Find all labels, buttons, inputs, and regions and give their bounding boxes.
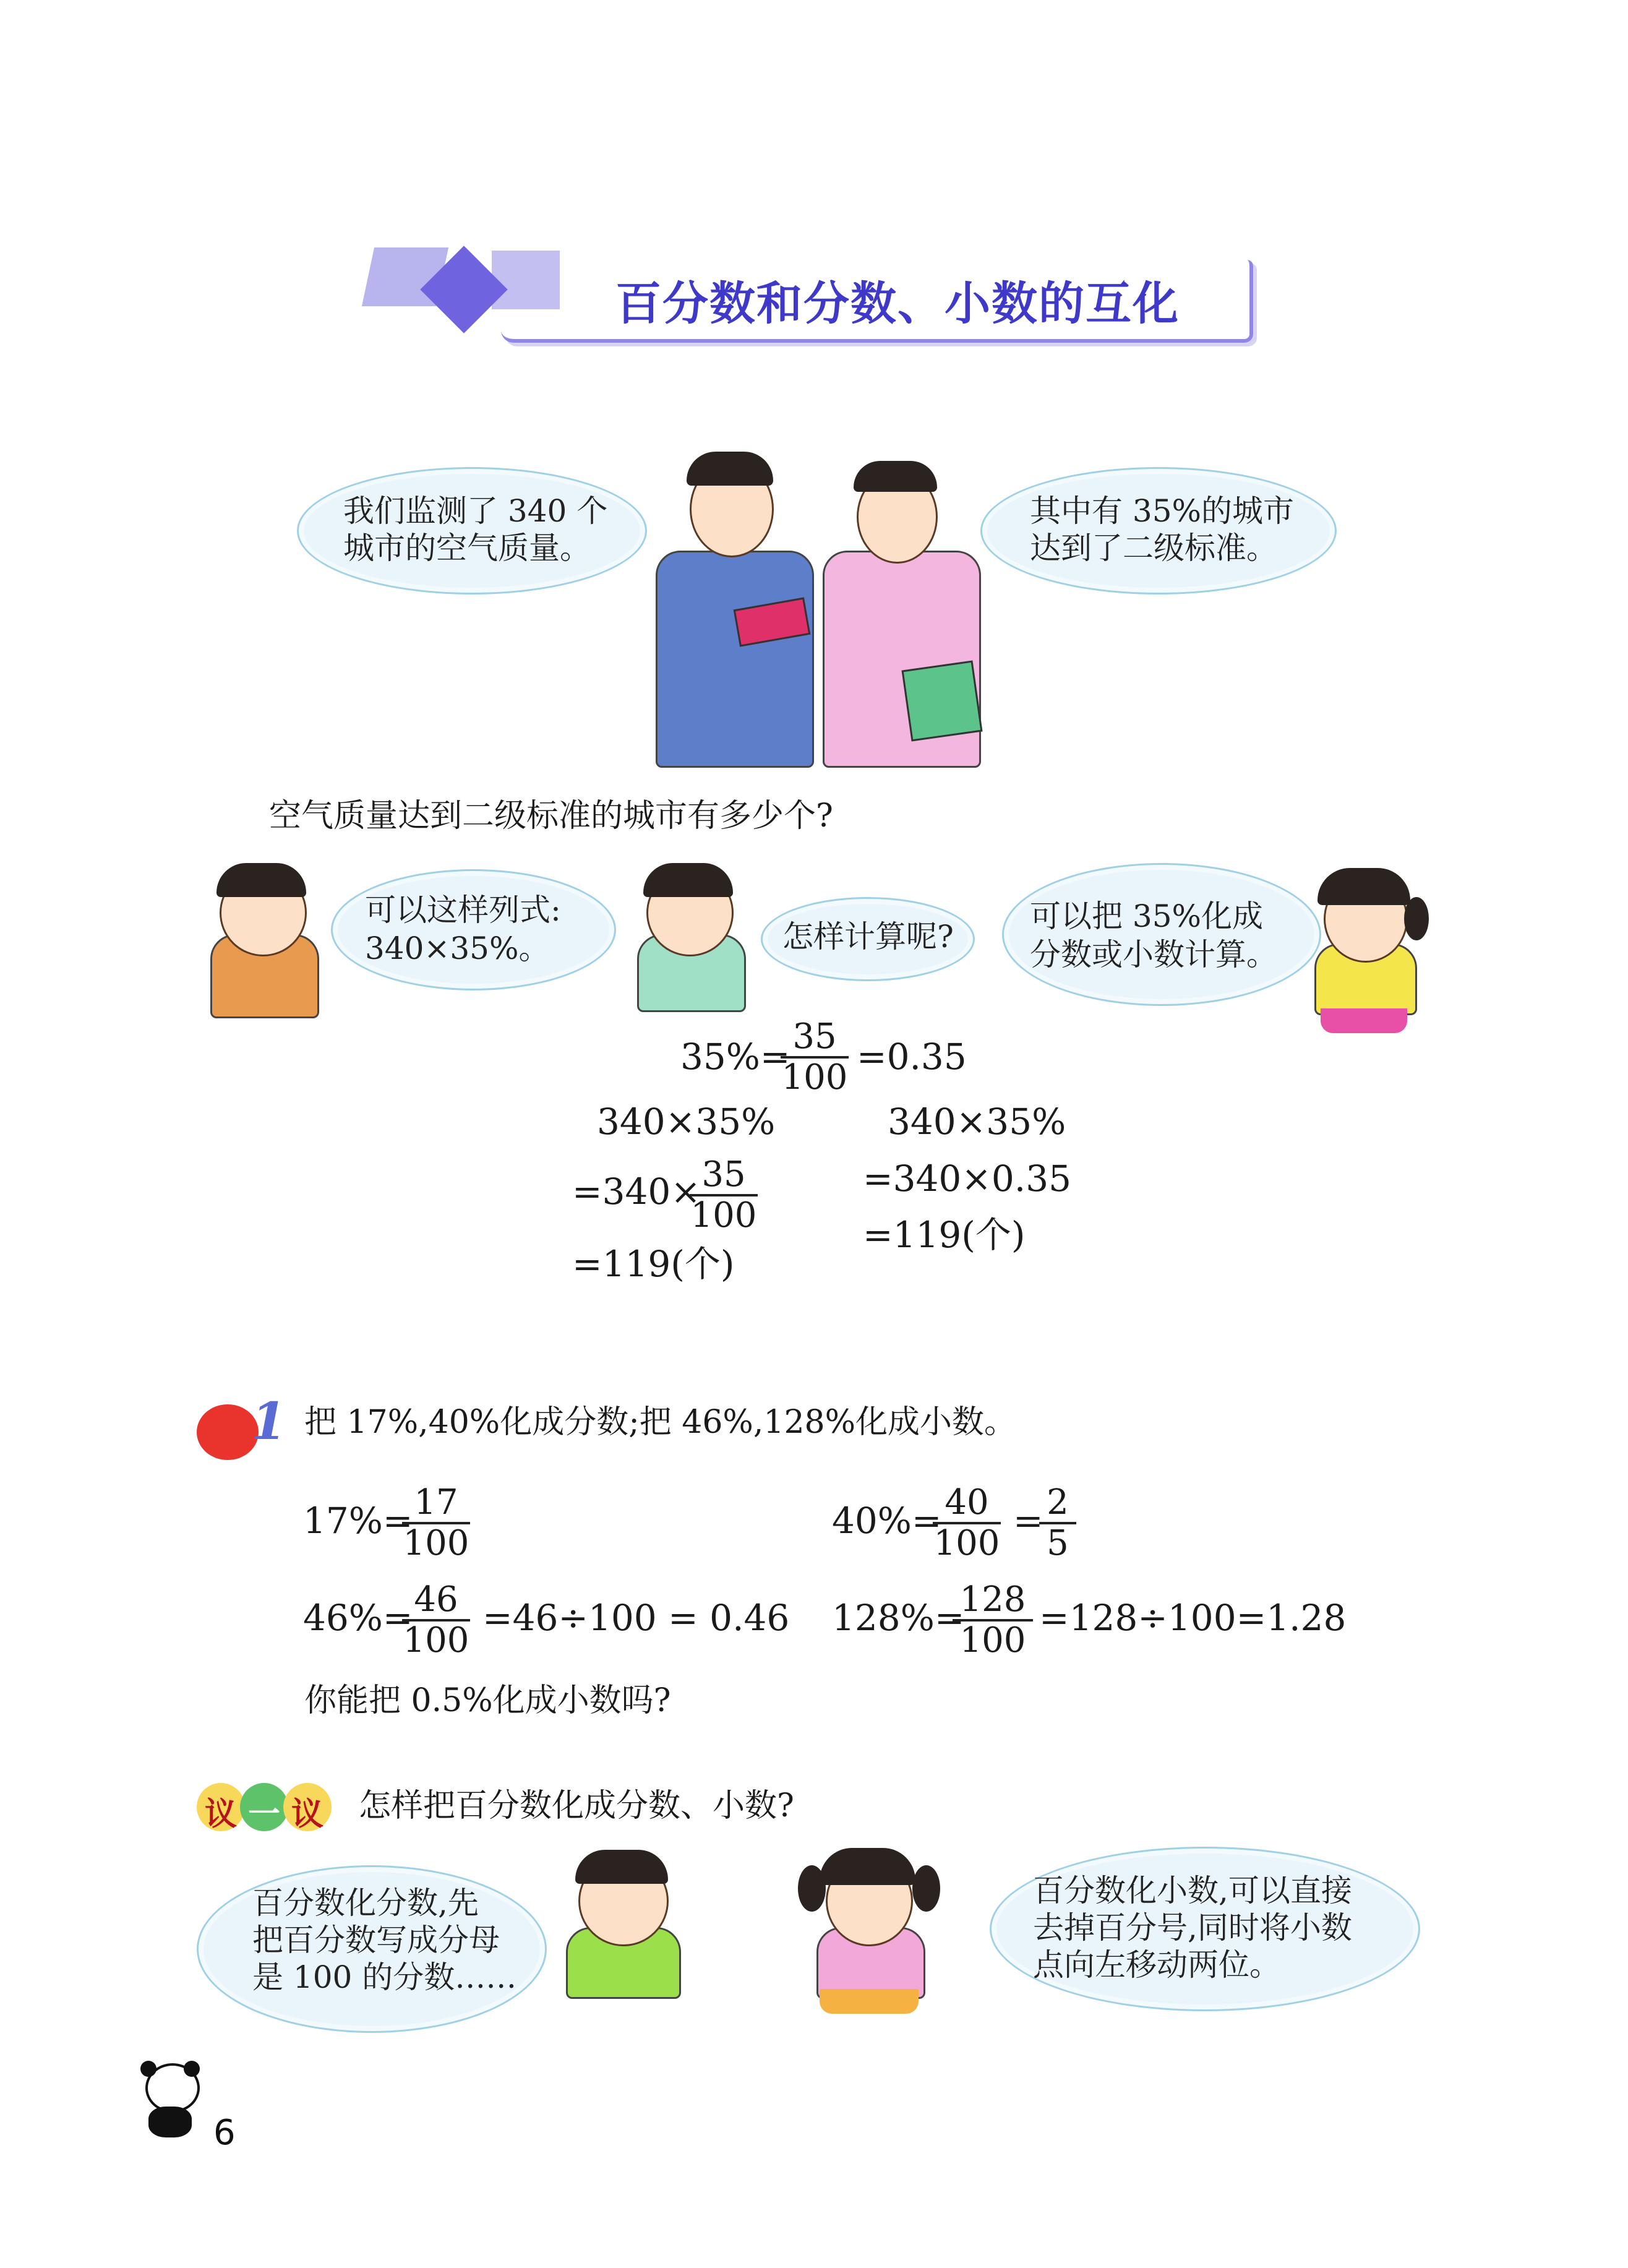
- fraction-denominator: 100: [403, 1620, 469, 1660]
- girl-illustration: [786, 1841, 953, 2014]
- scientist-hair: [854, 461, 937, 492]
- fraction: [402, 1581, 470, 1660]
- girl-hair: [1317, 868, 1410, 905]
- tag-char: 一: [248, 1795, 281, 1833]
- fraction: [402, 1484, 470, 1563]
- math-text: 340×35%: [597, 1101, 776, 1143]
- boy-illustration: [198, 860, 328, 1021]
- fraction-numerator: 17: [402, 1484, 470, 1524]
- math-text: 46%=: [303, 1597, 413, 1639]
- bubble-text: 去掉百分号,同时将小数: [1033, 1910, 1352, 1946]
- girl-illustration: [1296, 863, 1432, 1036]
- fraction-numerator: 128: [953, 1581, 1033, 1622]
- girl-ponytail: [912, 1865, 940, 1912]
- exercise-badge: [197, 1392, 296, 1460]
- fraction: [1039, 1484, 1076, 1563]
- exercise-number: 1: [251, 1392, 287, 1451]
- fraction-numerator: 40: [933, 1484, 1001, 1524]
- bubble-text: 我们监测了 340 个: [343, 493, 608, 529]
- fraction: [933, 1484, 1001, 1563]
- math-text: =340×0.35: [863, 1158, 1072, 1200]
- math-text: 128%=: [832, 1597, 965, 1639]
- bubble-text: 城市的空气质量。: [343, 530, 591, 566]
- bubble-text: 340×35%。: [365, 930, 550, 966]
- bubble-text: 把百分数写成分母: [252, 1922, 500, 1958]
- bubble-text: 达到了二级标准。: [1030, 530, 1277, 566]
- math-text: 35%=: [680, 1036, 790, 1078]
- fraction-denominator: 100: [690, 1195, 757, 1235]
- girl-hair: [820, 1848, 915, 1885]
- bubble-text: 分数或小数计算。: [1030, 937, 1277, 973]
- page-title: 百分数和分数、小数的互化: [615, 277, 1180, 330]
- math-text: =0.35: [857, 1036, 967, 1078]
- bubble-text: 百分数化小数,可以直接: [1033, 1873, 1352, 1909]
- boy-hair: [216, 863, 306, 897]
- fraction: [953, 1581, 1033, 1660]
- clipboard: [901, 660, 982, 741]
- bubble-text: 怎样计算呢?: [782, 919, 954, 955]
- girl-ponytail: [798, 1865, 826, 1912]
- apple-icon: [197, 1404, 259, 1460]
- fraction: [781, 1018, 849, 1097]
- math-text: 340×35%: [888, 1101, 1066, 1143]
- fraction: [690, 1156, 758, 1235]
- boy-hair: [643, 863, 733, 897]
- math-text: 17%=: [303, 1500, 413, 1542]
- panda-icon: [133, 2063, 204, 2141]
- title-banner: [368, 223, 1253, 346]
- girl-skirt: [1321, 1008, 1407, 1033]
- fraction-denominator: 5: [1047, 1523, 1069, 1563]
- math-text: =: [1013, 1500, 1043, 1542]
- math-text: =119(个): [572, 1243, 735, 1285]
- bubble-text: 可以把 35%化成: [1030, 898, 1264, 934]
- math-text: =46÷100 = 0.46: [482, 1597, 790, 1639]
- fraction-denominator: 100: [933, 1523, 1000, 1563]
- bubble-text: 其中有 35%的城市: [1030, 493, 1295, 529]
- bubble-text: 是 100 的分数……: [252, 1959, 517, 1995]
- scientist-coat: [656, 551, 814, 768]
- math-text: =128÷100=1.28: [1039, 1597, 1347, 1639]
- discuss-tag: [197, 1782, 332, 1834]
- fraction-denominator: 100: [959, 1620, 1026, 1660]
- girl-ponytail: [1404, 897, 1429, 940]
- boy-illustration: [547, 1847, 702, 2001]
- question-text: 空气质量达到二级标准的城市有多少个?: [269, 797, 833, 835]
- bubble-text: 可以这样列式:: [365, 892, 561, 928]
- fraction-denominator: 100: [403, 1523, 469, 1563]
- fraction-numerator: 35: [781, 1018, 849, 1059]
- scientist-hair: [687, 452, 773, 486]
- bubble-text: 百分数化分数,先: [252, 1885, 479, 1921]
- math-text: =119(个): [863, 1214, 1026, 1256]
- bubble-text: 点向左移动两位。: [1033, 1947, 1280, 1983]
- girl-skirt: [820, 1989, 919, 2014]
- fraction-denominator: 100: [781, 1057, 848, 1097]
- boy-hair: [575, 1850, 668, 1884]
- tag-char: 议: [205, 1795, 238, 1833]
- exercise-prompt: 把 17%,40%化成分数;把 46%,128%化成小数。: [304, 1404, 1017, 1441]
- fraction-numerator: 2: [1039, 1484, 1076, 1524]
- fraction-numerator: 35: [690, 1156, 758, 1196]
- page-number: 6: [213, 2113, 236, 2153]
- math-text: 40%=: [832, 1500, 942, 1542]
- math-text: =340×: [572, 1171, 701, 1213]
- scientist-coat: [823, 551, 981, 768]
- discuss-prompt: 怎样把百分数化成分数、小数?: [359, 1787, 794, 1824]
- scientist-illustration: [643, 442, 996, 776]
- boy-illustration: [625, 863, 755, 1012]
- tag-char: 议: [291, 1795, 324, 1833]
- fraction-numerator: 46: [402, 1581, 470, 1622]
- followup-question: 你能把 0.5%化成小数吗?: [304, 1682, 671, 1719]
